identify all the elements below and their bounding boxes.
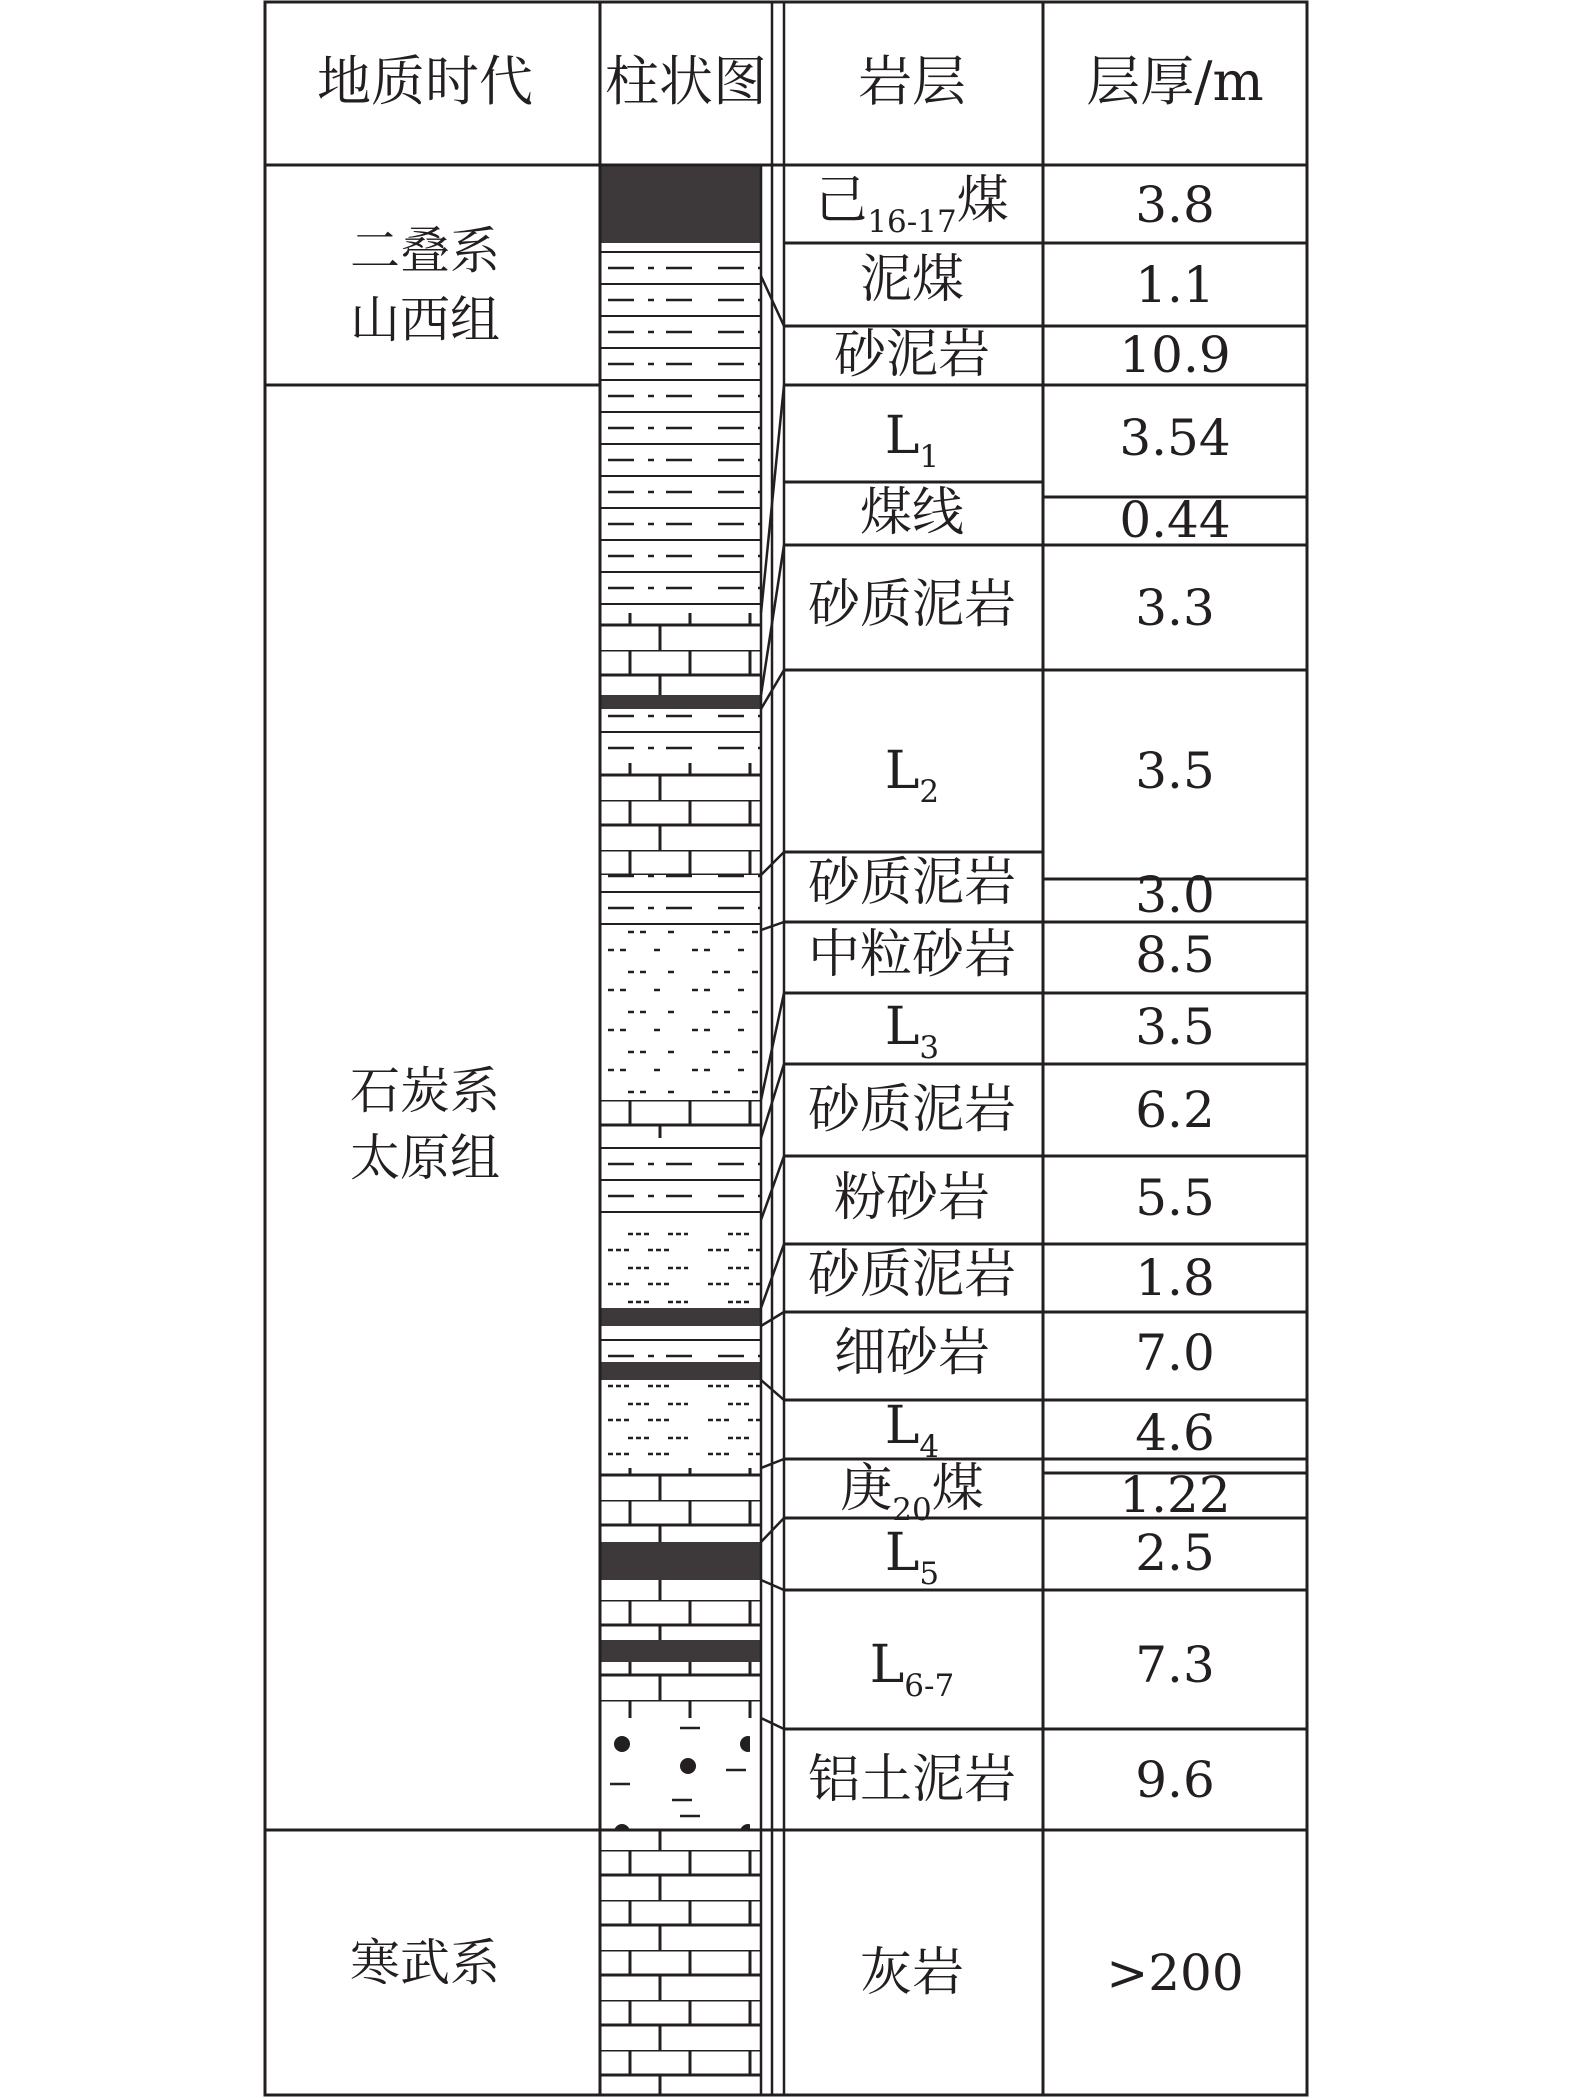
mudstone-fill — [600, 1326, 761, 1362]
mudstone-fill — [600, 1138, 761, 1220]
mudstone-fill — [600, 709, 761, 763]
limestone-fill — [600, 1580, 761, 1640]
thickness-value: 3.0 — [1135, 866, 1215, 924]
stratum-name: $L_4$ — [884, 1396, 940, 1465]
era-shanxi-formation: 山西组 — [350, 291, 500, 349]
thickness-value: 7.3 — [1135, 1636, 1215, 1694]
stratum-name: 砂质泥岩 — [807, 1245, 1017, 1305]
limestone-fill — [600, 1662, 761, 1718]
thickness-value: 7.0 — [1135, 1324, 1215, 1382]
stratum-name: 庚$_{20}$煤 — [840, 1459, 984, 1528]
mudstone-fill — [600, 243, 761, 613]
limestone-fill — [600, 1468, 761, 1542]
thickness-value: 3.8 — [1135, 176, 1215, 234]
coal-line-fill — [600, 1362, 761, 1380]
thickness-value: 5.5 — [1135, 1169, 1215, 1227]
stratum-name: 粉砂岩 — [833, 1168, 991, 1228]
era-carboniferous-system: 石炭系 — [350, 1062, 500, 1120]
bauxite-mudstone-fill — [600, 1718, 761, 1830]
stratum-name: $L_{6-7}$ — [869, 1635, 955, 1704]
coal-seam-fill — [600, 165, 761, 243]
thickness-value: 9.6 — [1135, 1751, 1215, 1809]
thickness-value: >200 — [1106, 1944, 1244, 2002]
thickness-value: 3.54 — [1119, 409, 1231, 467]
header-column: 柱状图 — [605, 50, 767, 113]
header-era: 地质时代 — [317, 50, 533, 113]
table-header — [317, 50, 1264, 113]
thickness-value: 1.1 — [1135, 256, 1215, 314]
stratum-name: 砂质泥岩 — [807, 853, 1017, 913]
stratum-name: 铝土泥岩 — [807, 1750, 1017, 1810]
thickness-value: 10.9 — [1119, 326, 1231, 384]
stratum-name: $L_3$ — [884, 997, 940, 1066]
thickness-value: 8.5 — [1135, 926, 1215, 984]
thickness-value: 0.44 — [1119, 491, 1231, 549]
limestone-fill — [600, 763, 761, 875]
thickness-value: 4.6 — [1135, 1404, 1215, 1462]
limestone-fill — [600, 1830, 761, 2095]
era-cambrian-system: 寒武系 — [350, 1934, 500, 1992]
stratum-name: 煤线 — [859, 483, 965, 543]
stratum-name: 灰岩 — [859, 1943, 965, 2003]
siltstone-fill — [600, 1220, 761, 1308]
coal-line-fill — [600, 695, 761, 709]
limestone-fill — [600, 613, 761, 695]
limestone-fill — [600, 1100, 761, 1138]
thickness-value: 3.5 — [1135, 742, 1215, 800]
era-labels — [350, 222, 500, 1992]
era-taiyuan-formation: 太原组 — [350, 1129, 500, 1187]
stratum-name: 砂质泥岩 — [807, 575, 1017, 635]
stratum-name: 细砂岩 — [833, 1323, 991, 1383]
sandstone-fill — [600, 930, 761, 1100]
thickness-value: 1.22 — [1119, 1466, 1231, 1524]
siltstone-fill — [600, 1380, 761, 1468]
header-stratum: 岩层 — [858, 50, 966, 113]
thickness-value: 3.3 — [1135, 579, 1215, 637]
thickness-value: 1.8 — [1135, 1249, 1215, 1307]
stratum-name: 砂泥岩 — [833, 325, 991, 385]
coal-line-fill — [600, 1308, 761, 1326]
thickness-value: 2.5 — [1135, 1524, 1215, 1582]
stratum-name: 中粒砂岩 — [807, 925, 1017, 985]
mudstone-fill — [600, 875, 761, 930]
stratum-name: $L_1$ — [884, 406, 940, 475]
stratum-name: $L_5$ — [884, 1523, 940, 1592]
thickness-value: 6.2 — [1135, 1081, 1215, 1139]
header-thickness: 层厚/m — [1086, 50, 1264, 113]
thickness-value: 3.5 — [1135, 998, 1215, 1056]
stratum-name: 己$_{16-17}$煤 — [815, 171, 1009, 240]
lithology-column — [600, 165, 761, 2095]
stratum-name: $L_2$ — [884, 741, 940, 810]
coal-seam-fill — [600, 1542, 761, 1580]
stratum-name: 泥煤 — [859, 250, 965, 310]
coal-line-fill — [600, 1640, 761, 1662]
stratum-name: 砂质泥岩 — [807, 1080, 1017, 1140]
era-permian-system: 二叠系 — [350, 222, 500, 280]
